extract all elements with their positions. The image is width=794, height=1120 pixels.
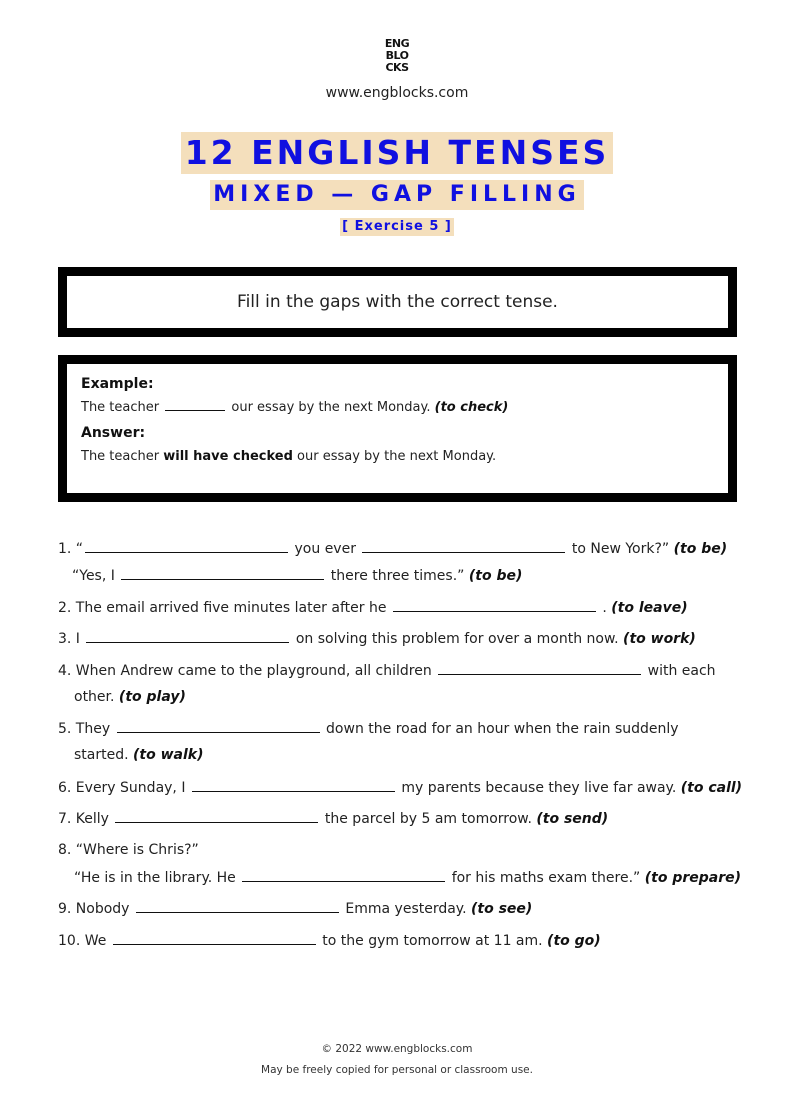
q5-text-b: down the road for an hour when the rain suddenly <box>326 721 679 737</box>
q2-hint: (to leave) <box>611 600 688 616</box>
question-4-line-2 <box>74 689 186 705</box>
q10-blank[interactable] <box>113 932 316 945</box>
q8b-hint: (to prepare) <box>644 870 742 886</box>
exercise-number: [ Exercise 5 ] <box>342 219 452 234</box>
q4b-hint: (to play) <box>118 689 186 705</box>
answer-after: our essay by the next Monday. <box>297 449 497 464</box>
q6-blank[interactable] <box>192 779 395 792</box>
logo-line-1: ENG <box>384 37 410 50</box>
q9-text-b: Emma yesterday. <box>345 901 467 917</box>
question-8-line-2 <box>74 869 741 886</box>
question-1 <box>58 540 727 557</box>
q9-blank[interactable] <box>136 900 339 913</box>
q2-text-b: . <box>602 600 607 616</box>
example-label: Example: <box>81 376 154 392</box>
q1b-text-b: there three times.” <box>330 568 465 584</box>
q1-text-c: to New York?” <box>571 541 670 557</box>
q3-blank[interactable] <box>86 630 289 643</box>
q5-text-a: 5. They <box>58 721 111 737</box>
q4b-text-a: other. <box>74 689 115 705</box>
q3-text-a: 3. I <box>58 631 80 647</box>
worksheet-subtitle <box>0 180 794 210</box>
example-before: The teacher <box>81 400 160 415</box>
logo-line-3: CKS <box>385 61 409 74</box>
q7-hint: (to send) <box>536 811 609 827</box>
question-8 <box>58 842 199 858</box>
q7-text-b: the parcel by 5 am tomorrow. <box>324 811 532 827</box>
question-6 <box>58 779 742 796</box>
answer-label: Answer: <box>81 425 146 441</box>
q4-text-a: 4. When Andrew came to the playground, all children <box>58 663 432 679</box>
answer-before: The teacher <box>81 449 160 464</box>
question-7 <box>58 810 608 827</box>
q3-hint: (to work) <box>623 631 696 647</box>
q1-blank-1[interactable] <box>85 540 288 553</box>
q7-blank[interactable] <box>115 810 318 823</box>
question-2 <box>58 599 688 616</box>
q5b-text-a: started. <box>74 747 129 763</box>
example-hint: (to check) <box>434 400 509 415</box>
q4-blank[interactable] <box>438 662 641 675</box>
q3-text-b: on solving this problem for over a month now. <box>295 631 619 647</box>
q8b-text-a: “He is in the library. He <box>74 870 236 886</box>
q6-hint: (to call) <box>680 780 743 796</box>
q1-blank-3[interactable] <box>121 567 324 580</box>
instruction-box <box>58 267 737 337</box>
title-sub: MIXED — GAP FILLING <box>210 180 583 210</box>
q1-text-b: you ever <box>294 541 356 557</box>
title-main: 12 ENGLISH TENSES <box>181 132 614 174</box>
answer-sentence <box>81 449 728 464</box>
q1b-text-a: “Yes, I <box>72 568 115 584</box>
site-url[interactable]: www.engblocks.com <box>325 85 469 101</box>
q8-blank[interactable] <box>242 869 445 882</box>
question-9 <box>58 900 532 917</box>
question-4 <box>58 662 716 679</box>
q5b-hint: (to walk) <box>133 747 204 763</box>
footer-copyright: © 2022 www.engblocks.com <box>321 1043 473 1055</box>
q1-blank-2[interactable] <box>362 540 565 553</box>
engblocks-logo <box>380 38 414 74</box>
question-1-line-2 <box>72 567 522 584</box>
worksheet-title <box>0 132 794 174</box>
instruction-text: Fill in the gaps with the correct tense. <box>237 292 558 312</box>
q4-text-b: with each <box>647 663 716 679</box>
q1b-hint: (to be) <box>468 568 523 584</box>
example-box <box>58 355 737 502</box>
q6-text-b: my parents because they live far away. <box>401 780 677 796</box>
q10-hint: (to go) <box>547 933 601 949</box>
footer-note: May be freely copied for personal or classroom use. <box>261 1064 533 1076</box>
q2-text-a: 2. The email arrived five minutes later after he <box>58 600 387 616</box>
example-gap <box>165 400 225 411</box>
q10-text-b: to the gym tomorrow at 11 am. <box>322 933 543 949</box>
question-10 <box>58 932 601 949</box>
q5-blank[interactable] <box>117 720 320 733</box>
q1-text-a: 1. “ <box>58 541 84 557</box>
q2-blank[interactable] <box>393 599 596 612</box>
q10-text-a: 10. We <box>58 933 107 949</box>
example-after: our essay by the next Monday. <box>231 400 431 415</box>
q9-text-a: 9. Nobody <box>58 901 130 917</box>
question-5 <box>58 720 679 737</box>
q9-hint: (to see) <box>471 901 533 917</box>
example-sentence <box>81 400 728 415</box>
q8b-text-b: for his maths exam there.” <box>451 870 641 886</box>
q6-text-a: 6. Every Sunday, I <box>58 780 186 796</box>
q1-hint: (to be) <box>673 541 728 557</box>
logo-line-2: BLO <box>385 49 409 62</box>
exercise-label <box>0 215 794 236</box>
answer-verb: will have checked <box>163 449 293 464</box>
question-3 <box>58 630 696 647</box>
question-5-line-2 <box>74 747 204 763</box>
q7-text-a: 7. Kelly <box>58 811 109 827</box>
q8-text-a: 8. “Where is Chris?” <box>58 842 199 858</box>
